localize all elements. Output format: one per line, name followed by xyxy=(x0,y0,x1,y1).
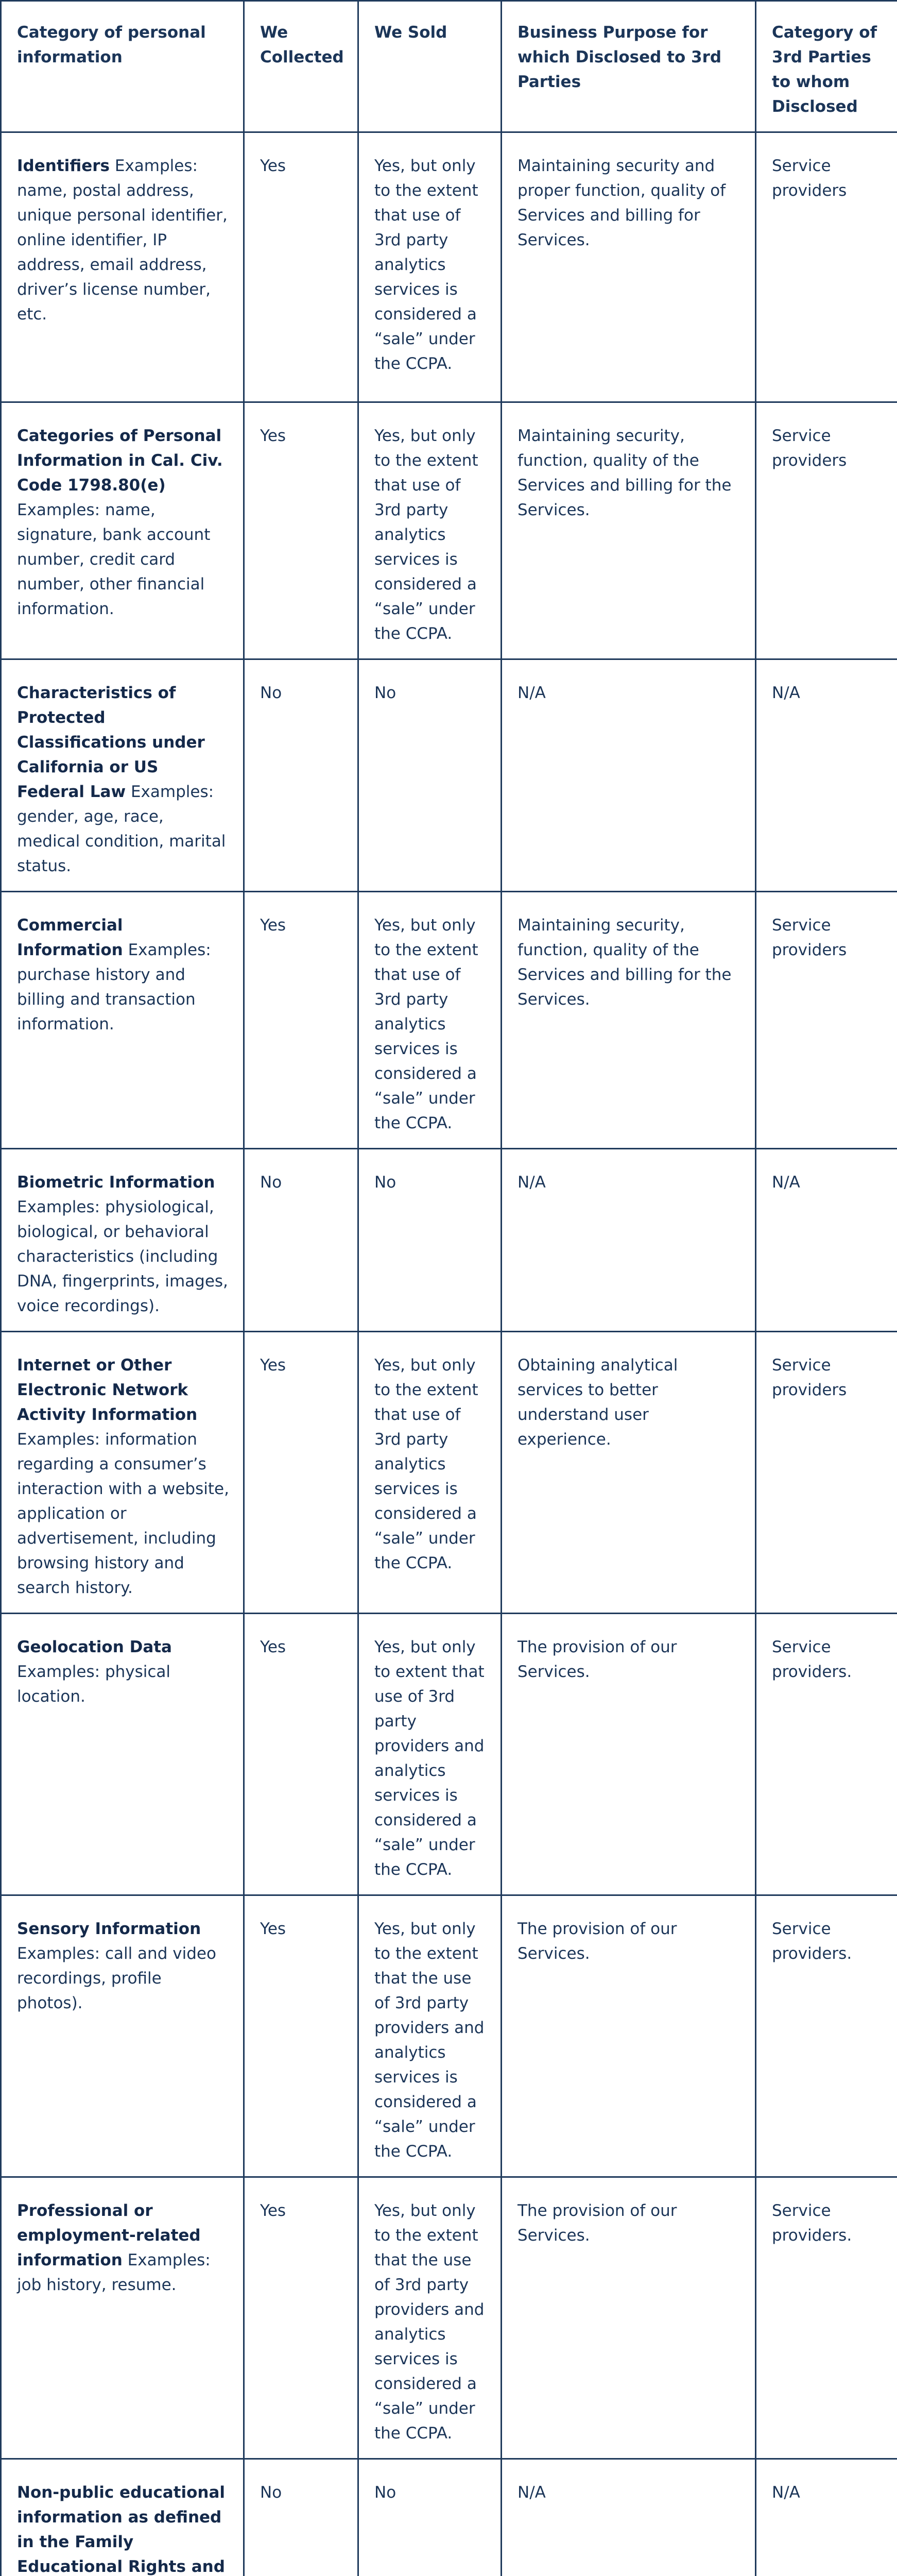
category-cell xyxy=(1,1149,244,1332)
sold-cell: Yes, but only to the extent that the use of 3rd party providers and analytics services is considered a “sale” under the CCPA. xyxy=(358,2177,502,2459)
sold-cell: Yes, but only to the extent that use of 3rd party analytics services is considered a “sale” under the CCPA. xyxy=(358,1332,502,1614)
category-examples: Examples: job history, resume. xyxy=(17,2251,211,2294)
category-cell xyxy=(1,1895,244,2177)
category-title: Commercial Information xyxy=(17,916,123,959)
sold-cell: No xyxy=(358,659,502,892)
table-row xyxy=(1,1614,897,1895)
table-row xyxy=(1,2177,897,2459)
header-business-purpose: Business Purpose for which Disclosed to 3rd Parties xyxy=(502,1,756,132)
purpose-cell: The provision of our Services. xyxy=(502,1895,756,2177)
category-examples: Examples: name, signature, bank account number, credit card number, other financial information. xyxy=(17,501,211,618)
category-title: Identifiers xyxy=(17,157,110,175)
purpose-cell: N/A xyxy=(502,659,756,892)
purpose-cell: Maintaining security and proper function, quality of Services and billing for Services. xyxy=(502,132,756,402)
table-row xyxy=(1,1149,897,1332)
table-row xyxy=(1,402,897,659)
recipients-cell: Service providers xyxy=(756,1332,897,1614)
category-title: Professional or employment-related information xyxy=(17,2201,201,2269)
category-examples: Examples: information regarding a consumer’s interaction with a website, application or advertisement, including browsing history and search history. xyxy=(17,1430,229,1597)
category-cell xyxy=(1,2459,244,2576)
header-sold: We Sold xyxy=(358,1,502,132)
table-row xyxy=(1,2459,897,2576)
category-cell xyxy=(1,1614,244,1895)
category-title: Characteristics of Protected Classifications under California or US Federal Law xyxy=(17,684,205,801)
header-third-parties: Category of 3rd Parties to whom Disclosed xyxy=(756,1,897,132)
collected-cell: Yes xyxy=(244,1614,358,1895)
category-examples: Examples: physiological, biological, or behavioral characteristics (including DNA, fingerprints, images, voice recordings). xyxy=(17,1198,228,1315)
sold-cell: Yes, but only to the extent that use of 3rd party analytics services is considered a “sale” under the CCPA. xyxy=(358,132,502,402)
collected-cell: No xyxy=(244,659,358,892)
category-examples: Examples: name, postal address, unique personal identifier, online identifier, IP address, email address, driver’s license number, etc. xyxy=(17,157,228,324)
purpose-cell: N/A xyxy=(502,2459,756,2576)
category-examples: Examples: call and video recordings, profile photos). xyxy=(17,1944,216,2012)
sold-cell: No xyxy=(358,2459,502,2576)
purpose-cell: Maintaining security, function, quality of the Services and billing for the Services. xyxy=(502,402,756,659)
recipients-cell: Service providers xyxy=(756,132,897,402)
category-examples: Examples: physical location. xyxy=(17,1663,171,1706)
collected-cell: Yes xyxy=(244,1895,358,2177)
purpose-cell: Obtaining analytical services to better understand user experience. xyxy=(502,1332,756,1614)
table-row xyxy=(1,132,897,402)
collected-cell: No xyxy=(244,2459,358,2576)
table-row xyxy=(1,892,897,1149)
recipients-cell: Service providers. xyxy=(756,2177,897,2459)
category-title: Internet or Other Electronic Network Activity Information xyxy=(17,1356,198,1424)
category-cell xyxy=(1,892,244,1149)
sold-cell: Yes, but only to the extent that use of 3rd party analytics services is considered a “sale” under the CCPA. xyxy=(358,892,502,1149)
category-title: Sensory Information xyxy=(17,1920,201,1938)
purpose-cell: The provision of our Services. xyxy=(502,2177,756,2459)
category-cell xyxy=(1,659,244,892)
collected-cell: No xyxy=(244,1149,358,1332)
category-examples: Examples: purchase history and billing and transaction information. xyxy=(17,941,211,1033)
sold-cell: No xyxy=(358,1149,502,1332)
category-title xyxy=(17,2483,225,2576)
category-cell xyxy=(1,132,244,402)
table-row xyxy=(1,1332,897,1614)
recipients-cell: Service providers xyxy=(756,892,897,1149)
purpose-cell: N/A xyxy=(502,1149,756,1332)
category-cell xyxy=(1,2177,244,2459)
table-header-row xyxy=(1,1,897,132)
header-collected: We Collected xyxy=(244,1,358,132)
collected-cell: Yes xyxy=(244,1332,358,1614)
collected-cell: Yes xyxy=(244,892,358,1149)
header-category: Category of personal information xyxy=(1,1,244,132)
recipients-cell: Service providers. xyxy=(756,1614,897,1895)
purpose-cell: The provision of our Services. xyxy=(502,1614,756,1895)
recipients-cell: Service providers. xyxy=(756,1895,897,2177)
table-row xyxy=(1,659,897,892)
collected-cell: Yes xyxy=(244,132,358,402)
sold-cell: Yes, but only to the extent that the use of 3rd party providers and analytics services is considered a “sale” under the CCPA. xyxy=(358,1895,502,2177)
category-title-text: Non-public educational information as defined in the Family Educational Rights and xyxy=(17,2483,225,2576)
category-cell xyxy=(1,1332,244,1614)
recipients-cell: N/A xyxy=(756,659,897,892)
purpose-cell: Maintaining security, function, quality of the Services and billing for the Services. xyxy=(502,892,756,1149)
category-title: Categories of Personal Information in Cal. Civ. Code 1798.80(e) xyxy=(17,427,223,495)
collected-cell: Yes xyxy=(244,2177,358,2459)
category-title: Biometric Information xyxy=(17,1173,215,1192)
recipients-cell: N/A xyxy=(756,1149,897,1332)
table-row xyxy=(1,1895,897,2177)
sold-cell: Yes, but only to extent that use of 3rd party providers and analytics services is considered a “sale” under the CCPA. xyxy=(358,1614,502,1895)
recipients-cell: N/A xyxy=(756,2459,897,2576)
sold-cell: Yes, but only to the extent that use of 3rd party analytics services is considered a “sale” under the CCPA. xyxy=(358,402,502,659)
collected-cell: Yes xyxy=(244,402,358,659)
recipients-cell: Service providers xyxy=(756,402,897,659)
category-title: Geolocation Data xyxy=(17,1638,172,1656)
category-examples: Examples: gender, age, race, medical condition, marital status. xyxy=(17,783,226,875)
category-cell xyxy=(1,402,244,659)
